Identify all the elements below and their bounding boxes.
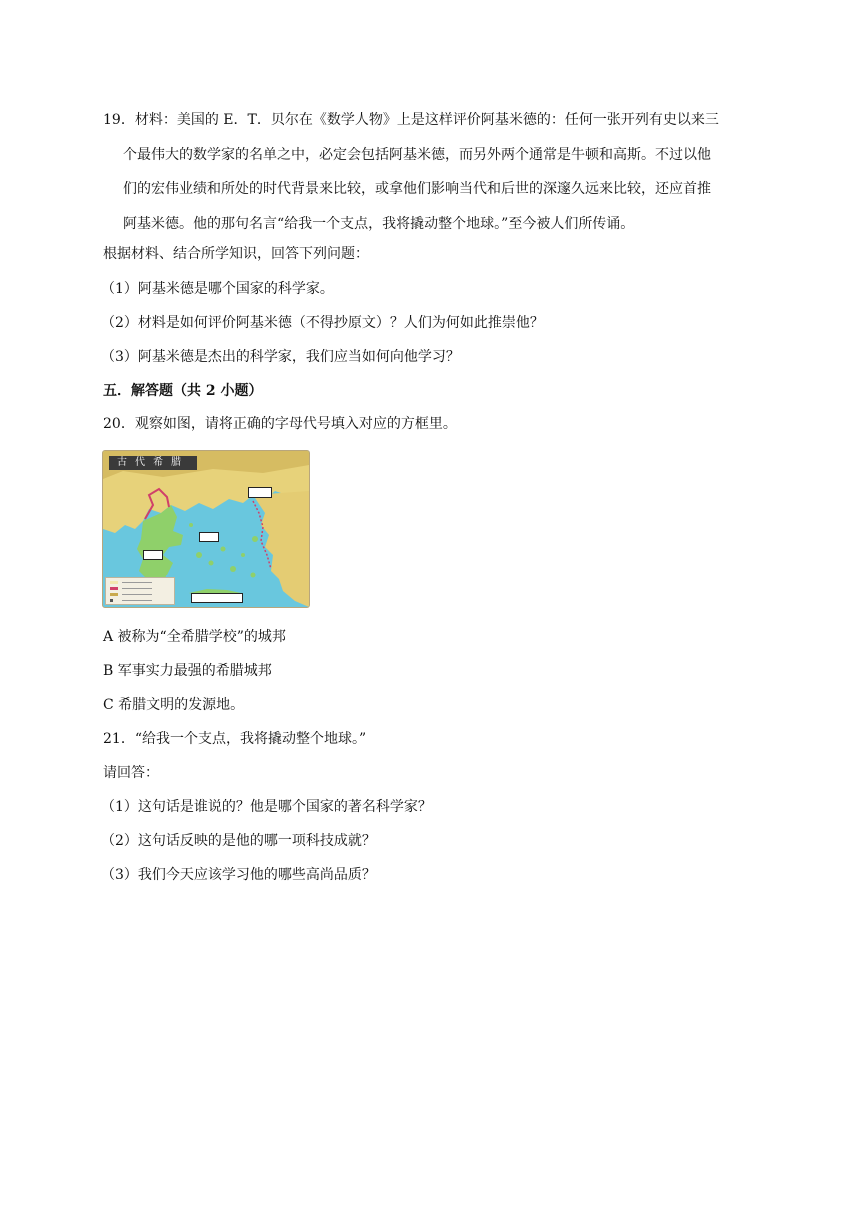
q20-option-b: B 军事实力最强的希腊城邦: [103, 663, 272, 679]
q19-line-3: 们的宏伟业绩和所处的时代背景来比较，或拿他们影响当代和后世的深邃久远来比较，还应首推: [123, 181, 711, 197]
q21-sub-question-1: （1）这句话是谁说的？他是哪个国家的著名科学家？: [101, 799, 432, 815]
q21-sub-question-2: （2）这句话反映的是他的哪一项科技成就？: [101, 833, 376, 849]
q19-material: [103, 103, 763, 241]
q21-sub-question-3: （3）我们今天应该学习他的哪些高尚品质？: [101, 867, 376, 883]
answer-box-north[interactable]: [248, 487, 272, 498]
answer-box-peloponnese[interactable]: [143, 550, 163, 560]
q19-sub-question-2: （2）材料是如何评价阿基米德（不得抄原文）？人们为何如此推崇他？: [101, 315, 544, 331]
q19-sub-question-1: （1）阿基米德是哪个国家的科学家。: [101, 281, 334, 297]
q19-line-2: 个最伟大的数学家的名单之中，必定会包括阿基米德，而另外两个通常是牛顿和高斯。不过以他: [123, 146, 711, 163]
answer-box-attica[interactable]: [199, 532, 219, 542]
q21-instruction: 请回答：: [103, 765, 159, 781]
section-heading: 五．解答题（共 2 小题）: [103, 383, 263, 399]
q19-instruction: 根据材料、结合所学知识，回答下列问题：: [103, 246, 369, 262]
q20-option-a: A 被称为“全希腊学校”的城邦: [103, 629, 286, 645]
answer-box-crete[interactable]: [191, 593, 243, 603]
q19-line-4: 阿基米德。他的那句名言“给我一个支点，我将撬动整个地球。”至今被人们所传诵。: [123, 215, 635, 232]
ancient-greece-map: [102, 450, 310, 608]
q20-option-c: C 希腊文明的发源地。: [103, 697, 245, 713]
q19-sub-question-3: （3）阿基米德是杰出的科学家，我们应当如何向他学习？: [101, 349, 460, 365]
q19-line-1: 19．材料：美国的 E．T．贝尔在《数学人物》上是这样评价阿基米德的：任何一张开列有史以来三: [103, 112, 719, 128]
map-title: 古代希腊: [117, 457, 189, 468]
map-legend: [105, 577, 175, 605]
q21-quote: 21．“给我一个支点，我将撬动整个地球。”: [103, 731, 367, 747]
q20-prompt: 20．观察如图，请将正确的字母代号填入对应的方框里。: [103, 416, 457, 432]
